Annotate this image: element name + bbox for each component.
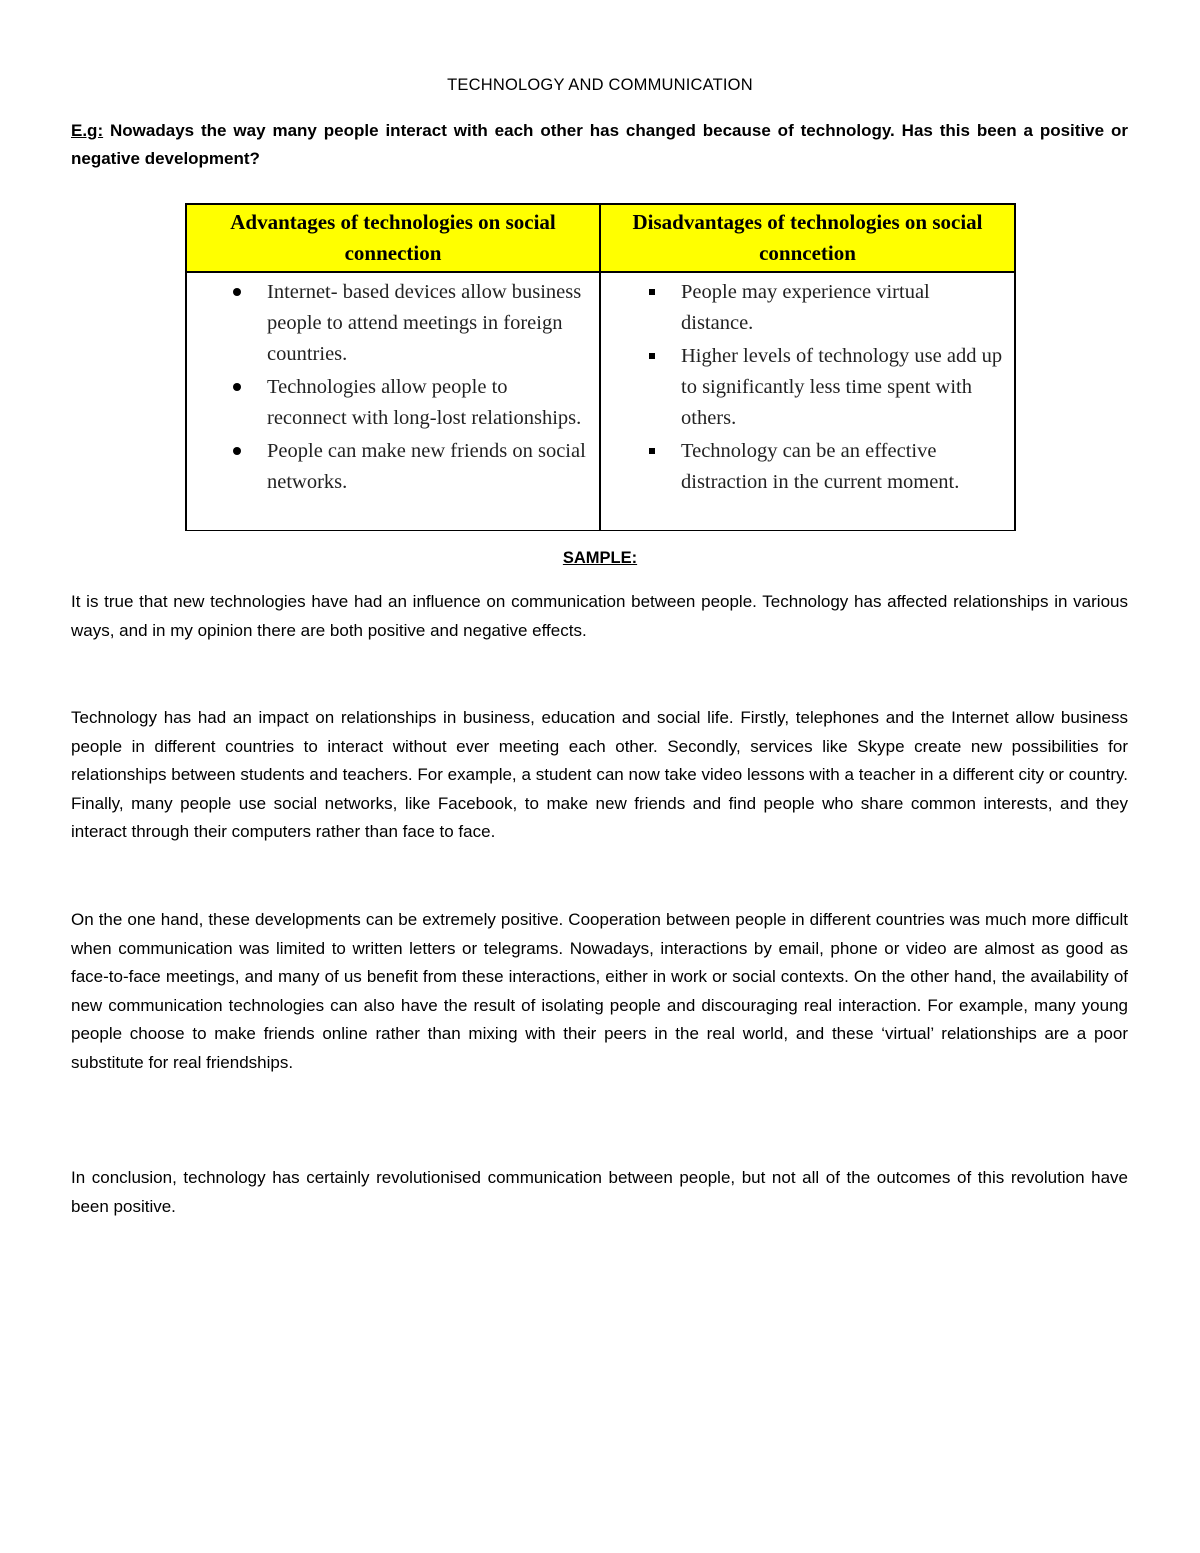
bullet-icon [233, 288, 241, 296]
advantages-list [195, 277, 591, 498]
intro-paragraph: It is true that new technologies have had an influence on communication between people. Technology has affected relationships in various ways, and in my opinion there are both positive and negative effects. [71, 592, 1128, 640]
disadvantages-header: Disadvantages of technologies on social conncetion [600, 204, 1015, 272]
body-paragraph-1: Technology has had an impact on relationships in business, education and social life. Firstly, telephones and the Internet allow business people in different countries to interact without ever meeting each other. Secondly, services like Skype create new possibilities for relationships between students and teachers. For example, a student can now take video lessons with a teacher in a different city or country. Finally, many people use social networks, like Facebook, to make new friends and find people who share common interests, and they interact through their computers rather than face to face. [71, 708, 1128, 841]
list-item [609, 341, 1006, 434]
document-title: TECHNOLOGY AND COMMUNICATION [447, 76, 753, 94]
disadvantages-list [609, 277, 1006, 498]
sample-label: SAMPLE: [562, 549, 638, 567]
list-item [609, 436, 1006, 498]
essay-prompt [71, 117, 1128, 173]
advantages-header: Advantages of technologies on social connection [186, 204, 600, 272]
list-item-text: Technology can be an effective distraction in the current moment. [681, 440, 960, 493]
list-item-text: People may experience virtual distance. [681, 281, 930, 334]
square-bullet-icon [649, 448, 655, 454]
bullet-icon [233, 383, 241, 391]
prompt-question: Nowadays the way many people interact with each other has changed because of technology. Has this been a positive or negative development? [71, 121, 1128, 168]
list-item-text: Technologies allow people to reconnect with long-lost relationships. [267, 376, 582, 429]
list-item [609, 277, 1006, 339]
eg-label: E.g: [71, 121, 104, 140]
list-item-text: Higher levels of technology use add up to significantly less time spent with others. [681, 345, 1003, 429]
square-bullet-icon [649, 353, 655, 359]
square-bullet-icon [649, 289, 655, 295]
advantages-cell [186, 272, 600, 531]
comparison-table [185, 203, 1016, 531]
bullet-icon [233, 447, 241, 455]
disadvantages-cell [600, 272, 1015, 531]
list-item [195, 277, 591, 370]
list-item-text: Internet- based devices allow business people to attend meetings in foreign countries. [267, 281, 582, 365]
body-paragraph-2: On the one hand, these developments can be extremely positive. Cooperation between people in different countries was much more difficult when communication was limited to written letters or telegrams. Nowadays, interactions by email, phone or video are almost as good as face-to-face meetings, and many of us benefit from these interactions, either in work or social contexts. On the other hand, the availability of new communication technologies can also have the result of isolating people and discouraging real interaction. For example, many young people choose to make friends online rather than mixing with their peers in the real world, and these ‘virtual’ relationships are a poor substitute for real friendships. [71, 910, 1128, 1072]
list-item [195, 436, 591, 498]
list-item-text: People can make new friends on social networks. [267, 440, 586, 493]
list-item [195, 372, 591, 434]
conclusion-paragraph: In conclusion, technology has certainly revolutionised communication between people, but not all of the outcomes of this revolution have been positive. [71, 1168, 1128, 1216]
